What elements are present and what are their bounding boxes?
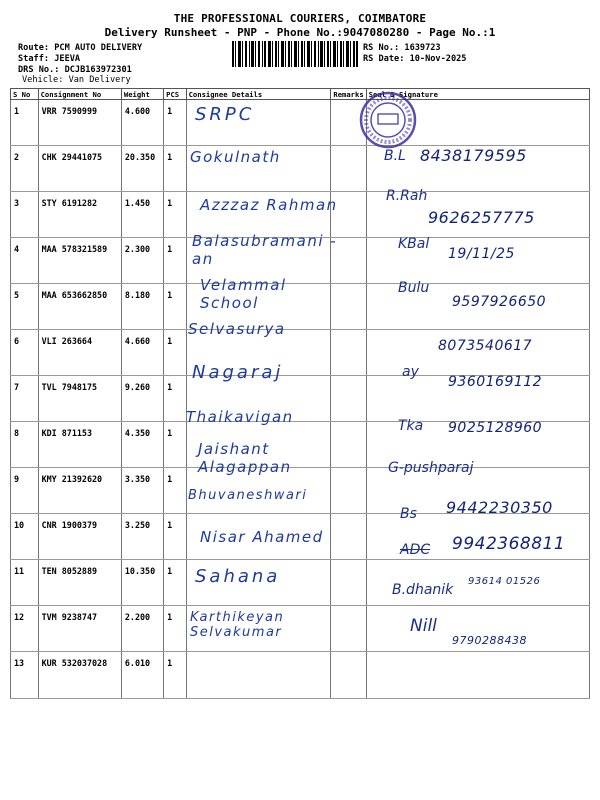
weight: 3.350 (121, 468, 163, 514)
route-label: Route: PCM AUTO DELIVERY (18, 43, 143, 53)
receiver-phone: 9597926650 (452, 294, 547, 310)
company-title: THE PROFESSIONAL COURIERS, COIMBATORE (173, 12, 427, 25)
pcs: 1 (164, 330, 186, 376)
sno: 5 (11, 284, 39, 330)
runsheet-subtitle: Delivery Runsheet - PNP - Phone No.:9047080280 - Page No.:1 (104, 26, 496, 39)
remarks-cell (331, 652, 366, 699)
sno: 13 (11, 652, 39, 699)
staff-label: Staff: JEEVA (18, 54, 81, 64)
consignment-no: KMY 21392620 (38, 468, 121, 514)
pcs: 1 (164, 284, 186, 330)
consignee-handwriting: Bhuvaneshwari (188, 488, 308, 503)
receiver-phone: 9442230350 (446, 498, 553, 517)
sno: 11 (11, 560, 39, 606)
table-row (11, 652, 590, 699)
table-row (11, 100, 590, 146)
pcs: 1 (164, 146, 186, 192)
consignment-no: VLI 263664 (38, 330, 121, 376)
consignment-no: STY 6191282 (38, 192, 121, 238)
pcs: 1 (164, 560, 186, 606)
receiver-phone: 9360169112 (448, 374, 543, 390)
receiver-phone: 8073540617 (438, 338, 533, 354)
weight: 10.350 (121, 560, 163, 606)
consignee-handwriting: Gokulnath (190, 148, 281, 166)
consignee-handwriting: Nagaraj (192, 362, 284, 383)
consignee-handwriting: SRPC (195, 104, 255, 125)
receiver-signature: Tka (398, 418, 424, 434)
weight: 4.600 (121, 100, 163, 146)
remarks-cell (331, 376, 366, 422)
pcs: 1 (164, 422, 186, 468)
remarks-cell (331, 560, 366, 606)
receiver-signature: Bulu (398, 280, 430, 296)
table-header-row (11, 89, 590, 100)
sno: 2 (11, 146, 39, 192)
consignee-handwriting: Karthikeyan Selvakumar (190, 610, 285, 640)
consignment-no: MAA 653662850 (38, 284, 121, 330)
receiver-signature: ADC (400, 542, 431, 558)
consignee-handwriting: Azzzaz Rahman (200, 196, 338, 214)
consignee-handwriting: Balasubramani - an (192, 232, 338, 268)
pcs: 1 (164, 514, 186, 560)
receiver-phone: 93614 01526 (468, 576, 541, 587)
signature-cell (366, 652, 589, 699)
sno: 9 (11, 468, 39, 514)
pcs: 1 (164, 192, 186, 238)
barcode-image (232, 41, 358, 67)
consignee-handwriting: Nisar Ahamed (200, 528, 324, 546)
weight: 6.010 (121, 652, 163, 699)
vehicle-label: Vehicle: Van Delivery (22, 75, 131, 85)
weight: 2.200 (121, 606, 163, 652)
drs-number: DRS No.: DCJB163972301 (18, 65, 132, 75)
rs-date: RS Date: 10-Nov-2025 (363, 54, 467, 64)
consignment-no: MAA 578321589 (38, 238, 121, 284)
receiver-date: 19/11/25 (448, 246, 515, 262)
consignment-no: VRR 7590999 (38, 100, 121, 146)
pcs: 1 (164, 652, 186, 699)
weight: 9.260 (121, 376, 163, 422)
consignment-no: TVL 7948175 (38, 376, 121, 422)
receiver-signature: G-pushparaj (388, 460, 474, 476)
receiver-phone: 9790288438 (452, 634, 527, 647)
runsheet-table (10, 88, 590, 699)
receiver-phone: 9025128960 (448, 420, 543, 436)
receiver-signature: Bs (400, 506, 417, 522)
consignment-no: CNR 1900379 (38, 514, 121, 560)
pcs: 1 (164, 468, 186, 514)
pcs: 1 (164, 606, 186, 652)
col-consignee: Consignee Details (186, 89, 331, 100)
consignee-cell (186, 652, 331, 699)
weight: 4.660 (121, 330, 163, 376)
col-pcs: PCS (164, 89, 186, 100)
weight: 8.180 (121, 284, 163, 330)
consignment-no: TVM 9238747 (38, 606, 121, 652)
sno: 3 (11, 192, 39, 238)
receiver-phone: 9626257775 (428, 208, 535, 227)
consignee-handwriting: Thaikavigan (186, 408, 294, 426)
consignee-handwriting: Velammal School (200, 276, 287, 312)
col-sno: S No (11, 89, 39, 100)
receiver-phone: 8438179595 (420, 146, 527, 165)
consignee-handwriting: Jaishant Alagappan (198, 440, 292, 476)
receiver-signature: ay (402, 364, 419, 380)
weight: 3.250 (121, 514, 163, 560)
receiver-signature: B.dhanik (392, 582, 454, 598)
sno: 7 (11, 376, 39, 422)
consignment-no: KDI 871153 (38, 422, 121, 468)
rs-number: RS No.: 1639723 (363, 43, 441, 53)
consignee-handwriting: Selvasurya (188, 320, 286, 338)
consignee-handwriting: Sahana (195, 566, 281, 587)
weight: 4.350 (121, 422, 163, 468)
sno: 1 (11, 100, 39, 146)
sno: 8 (11, 422, 39, 468)
pcs: 1 (164, 238, 186, 284)
col-remarks: Remarks (331, 89, 366, 100)
receiver-phone: 9942368811 (452, 534, 566, 554)
consignment-no: TEN 8052889 (38, 560, 121, 606)
col-weight: Weight (121, 89, 163, 100)
consignment-no: KUR 532037028 (38, 652, 121, 699)
weight: 1.450 (121, 192, 163, 238)
col-consignment: Consignment No (38, 89, 121, 100)
receiver-signature: B.L (384, 148, 406, 164)
weight: 2.300 (121, 238, 163, 284)
receiver-signature: R.Rah (386, 188, 428, 204)
weight: 20.350 (121, 146, 163, 192)
remarks-cell (331, 146, 366, 192)
receiver-signature: KBal (398, 236, 430, 252)
pcs: 1 (164, 376, 186, 422)
remarks-cell (331, 330, 366, 376)
col-seal-signature: Seal & Signature (366, 89, 589, 100)
sno: 4 (11, 238, 39, 284)
sno: 12 (11, 606, 39, 652)
company-seal-stamp (358, 90, 418, 150)
pcs: 1 (164, 100, 186, 146)
receiver-signature: Nill (410, 616, 437, 636)
sno: 6 (11, 330, 39, 376)
consignment-no: CHK 29441075 (38, 146, 121, 192)
sno: 10 (11, 514, 39, 560)
